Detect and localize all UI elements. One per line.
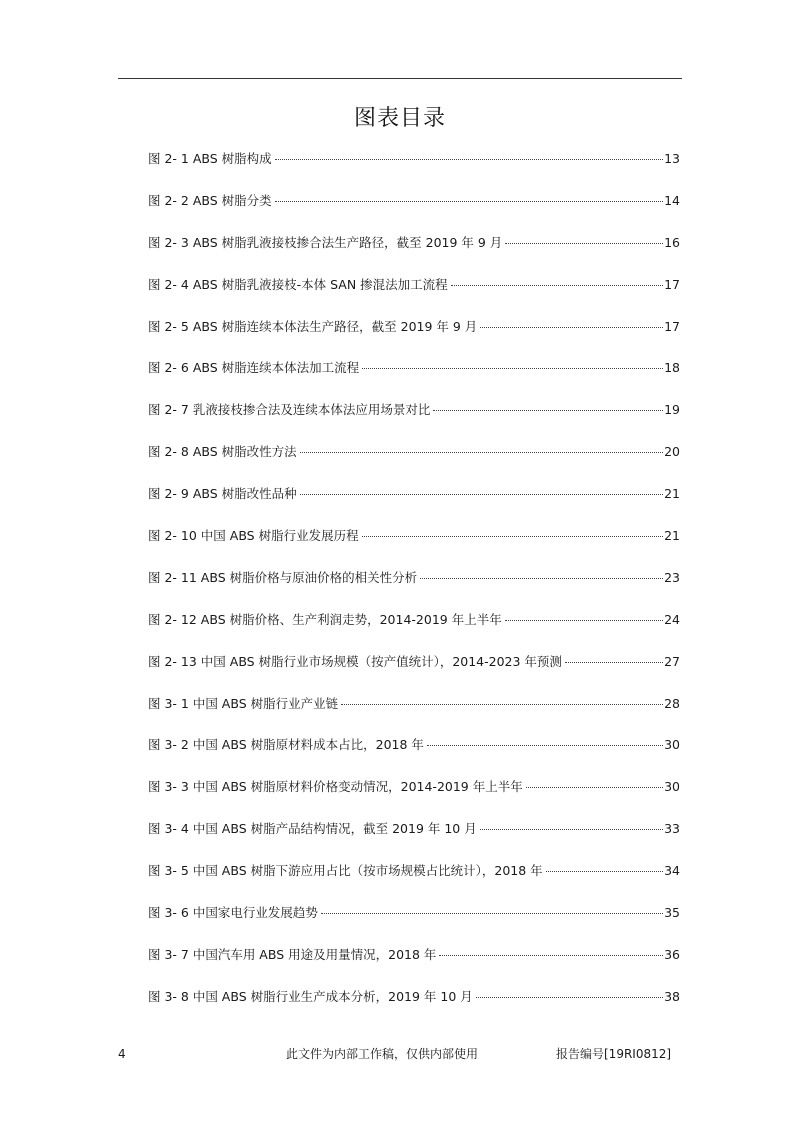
toc-entry-label: 图 2- 10 中国 ABS 树脂行业发展历程 xyxy=(148,528,359,544)
toc-entry-label: 图 3- 8 中国 ABS 树脂行业生产成本分析，2019 年 10 月 xyxy=(148,988,473,1004)
dot-leader xyxy=(321,912,663,914)
toc-entry-label: 图 2- 3 ABS 树脂乳液接枝掺合法生产路径，截至 2019 年 9 月 xyxy=(148,234,503,250)
toc-entry[interactable] xyxy=(148,567,680,609)
dot-leader xyxy=(275,158,663,160)
toc-entry-page: 16 xyxy=(664,234,680,250)
dot-leader xyxy=(427,744,663,746)
toc-entry-label: 图 3- 7 中国汽车用 ABS 用途及用量情况，2018 年 xyxy=(148,946,437,962)
toc-entry[interactable] xyxy=(148,651,680,693)
toc-entry-label: 图 2- 7 乳液接枝掺合法及连续本体法应用场景对比 xyxy=(148,402,431,418)
dot-leader xyxy=(480,326,663,328)
toc-entry[interactable] xyxy=(148,441,680,483)
toc-entry-page: 28 xyxy=(664,695,680,711)
dot-leader xyxy=(546,870,663,872)
toc-entry-label: 图 3- 3 中国 ABS 树脂原材料价格变动情况，2014-2019 年上半年 xyxy=(148,779,523,795)
toc-entry[interactable] xyxy=(148,902,680,944)
toc-entry[interactable] xyxy=(148,609,680,651)
header-rule xyxy=(118,78,682,79)
dot-leader xyxy=(505,242,663,244)
toc-entry-page: 36 xyxy=(664,946,680,962)
toc-entry-page: 21 xyxy=(664,486,680,502)
toc-entry[interactable] xyxy=(148,148,680,190)
toc-entry-label: 图 3- 6 中国家电行业发展趋势 xyxy=(148,905,318,921)
toc-entry[interactable] xyxy=(148,190,680,232)
toc-entry-label: 图 2- 13 中国 ABS 树脂行业市场规模（按产值统计），2014-2023 年预测 xyxy=(148,653,562,669)
toc-entry[interactable] xyxy=(148,399,680,441)
toc-entry[interactable] xyxy=(148,232,680,274)
toc-entry-page: 30 xyxy=(664,737,680,753)
toc-entry-label: 图 2- 8 ABS 树脂改性方法 xyxy=(148,444,297,460)
toc-entry-page: 13 xyxy=(664,151,680,166)
toc-entry[interactable] xyxy=(148,776,680,818)
toc-entry-page: 34 xyxy=(664,863,680,879)
toc-entry-page: 18 xyxy=(664,360,680,376)
toc-entry-page: 21 xyxy=(664,528,680,544)
toc-entry-label: 图 2- 1 ABS 树脂构成 xyxy=(148,151,272,166)
toc-entry-label: 图 2- 2 ABS 树脂分类 xyxy=(148,192,272,208)
dot-leader xyxy=(480,828,663,830)
toc-entry-page: 20 xyxy=(664,444,680,460)
toc-entry-page: 33 xyxy=(664,821,680,837)
dot-leader xyxy=(275,200,663,202)
footer-page-number: 4 xyxy=(118,1047,126,1061)
toc-entry-label: 图 2- 5 ABS 树脂连续本体法生产路径，截至 2019 年 9 月 xyxy=(148,318,478,334)
toc-entry-page: 19 xyxy=(664,402,680,418)
toc-entry[interactable] xyxy=(148,357,680,399)
toc-entry-label: 图 2- 4 ABS 树脂乳液接枝-本体 SAN 掺混法加工流程 xyxy=(148,276,448,292)
dot-leader xyxy=(526,786,663,788)
toc-entry-page: 17 xyxy=(664,276,680,292)
toc-entry[interactable] xyxy=(148,986,680,1028)
toc-entry-page: 27 xyxy=(664,653,680,669)
toc-entry[interactable] xyxy=(148,693,680,735)
dot-leader xyxy=(420,577,663,579)
dot-leader xyxy=(565,661,663,663)
dot-leader xyxy=(505,619,663,621)
toc-entry-label: 图 3- 4 中国 ABS 树脂产品结构情况，截至 2019 年 10 月 xyxy=(148,821,477,837)
toc-entry-label: 图 2- 11 ABS 树脂价格与原油价格的相关性分析 xyxy=(148,569,418,585)
toc-entry-page: 38 xyxy=(664,988,680,1004)
toc-entry-page: 17 xyxy=(664,318,680,334)
footer-confidential-notice: 此文件为内部工作稿，仅供内部使用 xyxy=(286,1047,479,1061)
toc-entry[interactable] xyxy=(148,944,680,986)
dot-leader xyxy=(362,367,663,369)
toc-entry-label: 图 2- 9 ABS 树脂改性品种 xyxy=(148,486,297,502)
toc-entry-label: 图 2- 6 ABS 树脂连续本体法加工流程 xyxy=(148,360,360,376)
toc-entry[interactable] xyxy=(148,525,680,567)
toc-entry-page: 23 xyxy=(664,569,680,585)
toc-entry-page: 35 xyxy=(664,905,680,921)
toc-entry-label: 图 3- 5 中国 ABS 树脂下游应用占比（按市场规模占比统计），2018 年 xyxy=(148,863,543,879)
table-of-figures xyxy=(148,148,680,1028)
toc-entry-page: 30 xyxy=(664,779,680,795)
dot-leader xyxy=(300,451,663,453)
dot-leader xyxy=(433,409,663,411)
toc-entry-label: 图 3- 2 中国 ABS 树脂原材料成本占比，2018 年 xyxy=(148,737,424,753)
dot-leader xyxy=(451,284,663,286)
dot-leader xyxy=(300,493,663,495)
toc-entry[interactable] xyxy=(148,483,680,525)
dot-leader xyxy=(341,703,663,705)
toc-entry[interactable] xyxy=(148,316,680,358)
dot-leader xyxy=(439,954,663,956)
page-title: 图表目录 xyxy=(353,106,446,131)
toc-entry-label: 图 2- 12 ABS 树脂价格、生产利润走势，2014-2019 年上半年 xyxy=(148,611,502,627)
toc-entry-label: 图 3- 1 中国 ABS 树脂行业产业链 xyxy=(148,695,339,711)
footer-report-id: 报告编号[19RI0812] xyxy=(556,1047,672,1061)
toc-entry[interactable] xyxy=(148,860,680,902)
toc-entry[interactable] xyxy=(148,274,680,316)
dot-leader xyxy=(476,996,663,998)
toc-entry[interactable] xyxy=(148,734,680,776)
toc-entry-page: 24 xyxy=(664,611,680,627)
toc-entry-page: 14 xyxy=(664,192,680,208)
dot-leader xyxy=(362,535,664,537)
toc-entry[interactable] xyxy=(148,818,680,860)
